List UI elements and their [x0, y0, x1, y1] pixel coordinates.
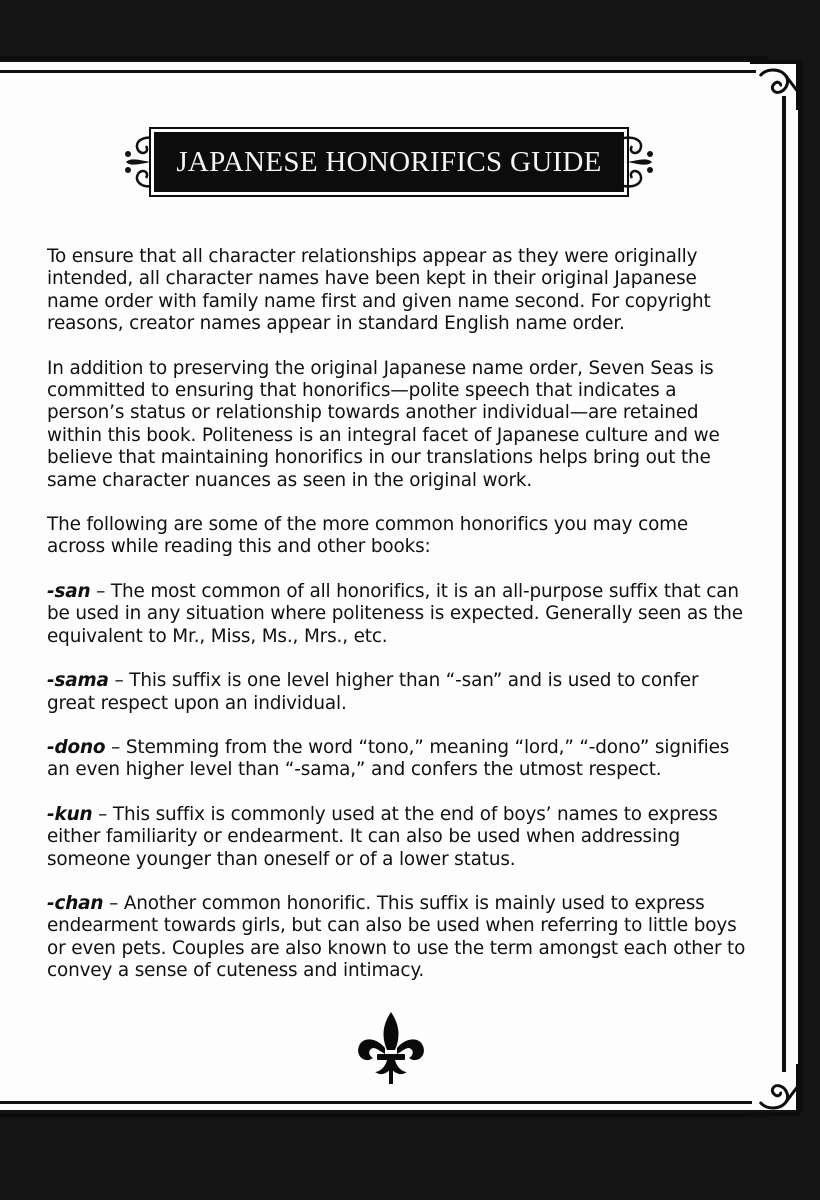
- corner-scroll-icon: [744, 1062, 800, 1118]
- honorific-entry: [47, 737, 747, 782]
- frame-bottom-inner-rule: [0, 1101, 752, 1104]
- honorific-description: – Stemming from the word “tono,” meaning “lord,” “-dono” signifies an even higher level than “-sama,” and confers the utmost respect.: [47, 736, 730, 781]
- honorific-entry: [47, 804, 747, 871]
- honorific-term: -dono: [47, 736, 106, 758]
- fleur-de-lis-icon: [355, 1010, 427, 1086]
- honorific-entry: [47, 670, 747, 715]
- honorific-description: – The most common of all honorifics, it is an all-purpose suffix that can be used in any situation where politeness is expected. Generally seen as the equivalent to Mr., Miss, Ms., Mrs., etc.: [47, 580, 743, 647]
- scroll-flourish-icon: [118, 130, 158, 194]
- title-plate: [154, 132, 624, 192]
- intro-paragraph: The following are some of the more common honorifics you may come across while reading this and other books:: [47, 514, 689, 558]
- intro-paragraph: In addition to preserving the original Japanese name order, Seven Seas is committed to ensuring that honorifics—polite speech that indicates a person’s status or relationship towards another individual—are retained within this book. Politeness is an integral facet of Japanese culture and we believe that maintaining honorifics in our translations helps bring out the same character nuances as seen in the original work.: [47, 357, 720, 491]
- frame-right-rule: [798, 60, 803, 1112]
- honorific-term: -sama: [47, 670, 109, 692]
- honorific-entry: [47, 893, 747, 983]
- frame-bottom-rule: [0, 1113, 770, 1117]
- frame-right-inner-rule: [782, 96, 786, 1072]
- honorific-description: – This suffix is one level higher than “-san” and is used to confer great respect upon an individual.: [47, 670, 699, 714]
- honorific-term: -san: [47, 580, 91, 602]
- honorific-description: – This suffix is commonly used at the end of boys’ names to express either familiarity or endearment. It can also be used when addressing someone younger than oneself or of a lower status.: [47, 803, 718, 870]
- frame-top-inner-rule: [0, 70, 756, 73]
- frame-top-rule: [0, 56, 768, 60]
- title-banner: [118, 128, 658, 198]
- page-title: JAPANESE HONORIFICS GUIDE: [176, 146, 602, 178]
- honorific-term: -chan: [47, 892, 104, 914]
- honorific-entry: [47, 581, 747, 648]
- scroll-flourish-icon: [620, 130, 660, 194]
- honorific-description: – Another common honorific. This suffix is mainly used to express endearment towards girls, but can also be used when referring to little boys or even pets. Couples are also known to use the term amongst each other to convey a sense of cuteness and intimacy.: [47, 892, 746, 982]
- guide-body: [47, 246, 747, 1005]
- corner-scroll-icon: [746, 58, 802, 114]
- honorific-term: -kun: [47, 803, 93, 825]
- intro-paragraph: To ensure that all character relationships appear as they were originally intended, all character names have been kept in their original Japanese name order with family name first and given name second. For copyright reasons, creator names appear in standard English name order.: [47, 246, 711, 335]
